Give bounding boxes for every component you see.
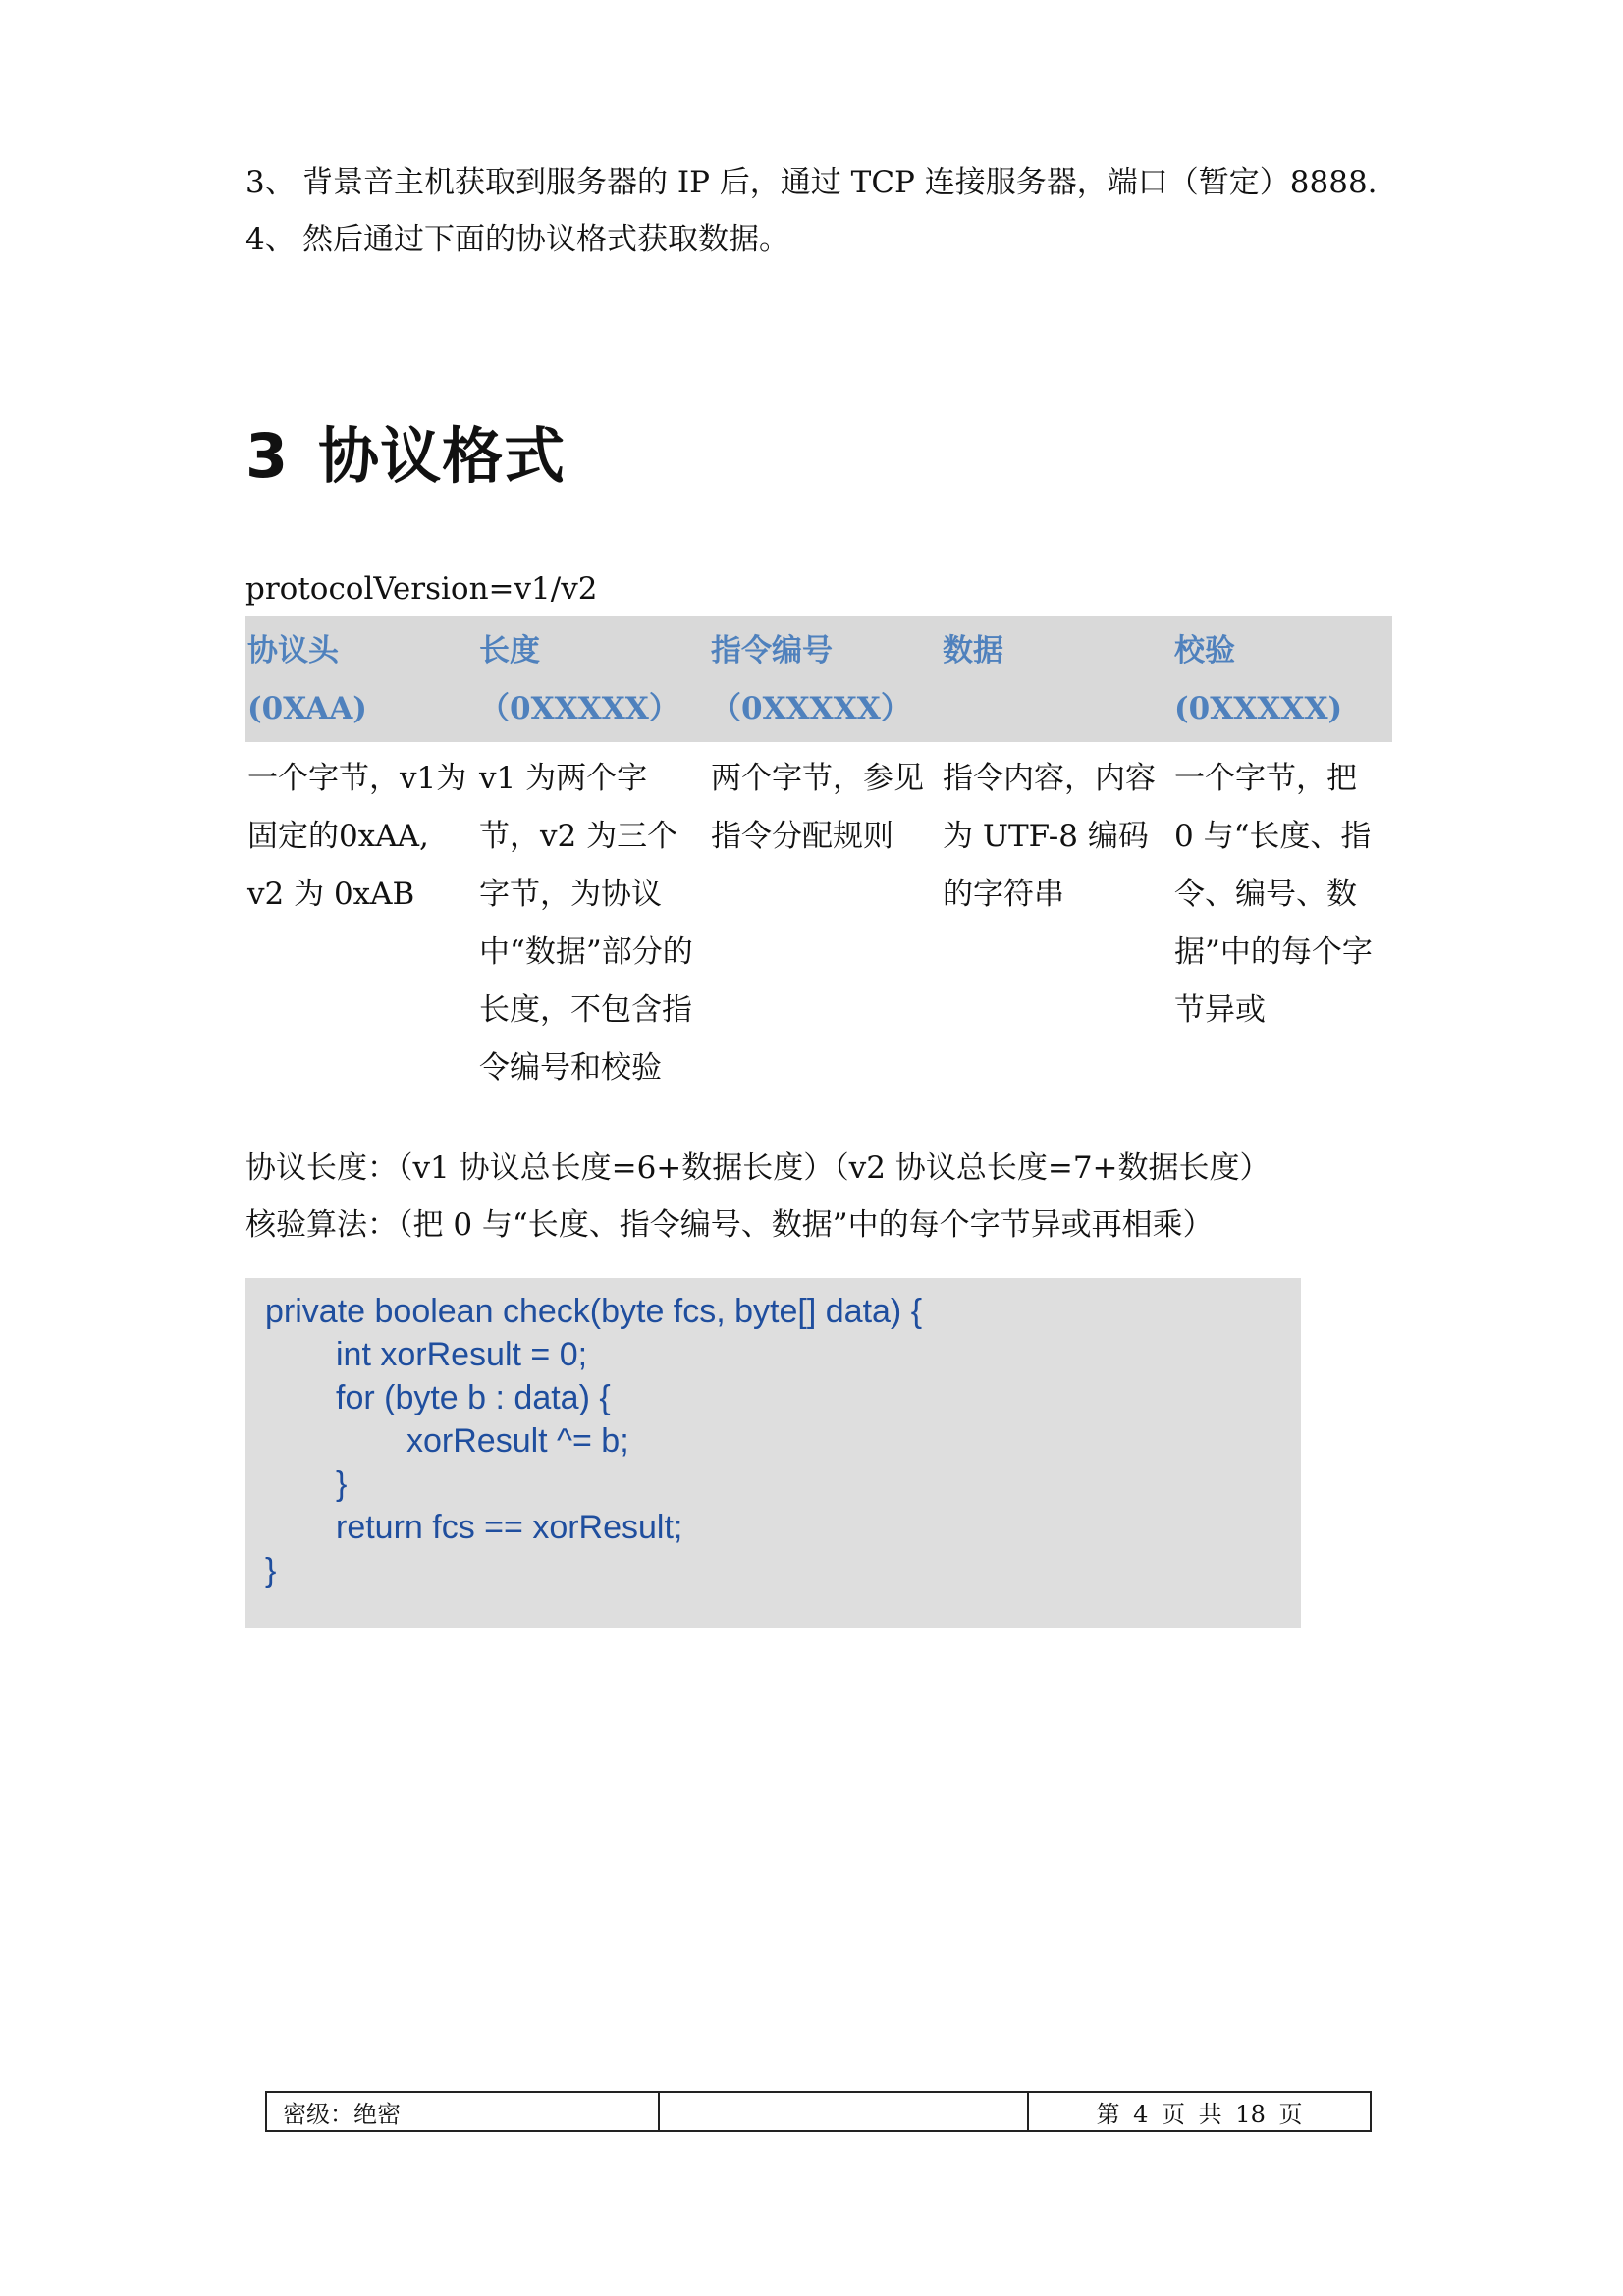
code-block	[245, 1278, 1301, 1628]
cell-command-id-desc: 两个字节，参见指令分配规则	[711, 761, 924, 854]
section-heading	[245, 407, 566, 495]
code-line: }	[265, 1552, 277, 1589]
cell-data-desc: 指令内容，内容为 UTF-8 编码的字符串	[943, 761, 1156, 912]
header-cell-checksum: 校验 (0XXXXX)	[1172, 616, 1392, 742]
code-line: return fcs == xorResult;	[336, 1509, 683, 1546]
code-line: private boolean check(byte fcs, byte[] data) {	[265, 1293, 923, 1330]
table-header-row	[245, 616, 1392, 742]
cell-checksum-desc: 一个字节，把 0 与“长度、指令、编号、数据”中的每个字节异或	[1174, 761, 1373, 1028]
protocol-format-table	[245, 616, 1392, 1097]
step-number: 4、	[245, 222, 296, 257]
cell-protocol-head-desc: 一个字节，v1为固定的0xAA, v2 为 0xAB	[247, 761, 467, 912]
page-footer	[265, 2091, 1372, 2132]
footer-classification: 密级：绝密	[267, 2093, 660, 2130]
code-line: for (byte b : data) {	[336, 1379, 611, 1416]
header-cell-protocol-head: 协议头 (0XAA)	[245, 616, 477, 742]
protocol-version: protocolVersion=v1/v2	[245, 571, 598, 607]
step-number: 3、	[245, 165, 296, 200]
code-line: xorResult ^= b;	[406, 1422, 629, 1460]
footer-middle	[660, 2093, 1029, 2130]
code-line: }	[336, 1466, 348, 1503]
cell-length-desc: v1 为两个字节，v2 为三个字节，为协议中“数据”部分的长度，不包含指令编号和校验	[479, 761, 693, 1086]
step-text: 然后通过下面的协议格式获取数据。	[302, 222, 789, 257]
step-text: 背景音主机获取到服务器的 IP 后，通过 TCP 连接服务器，端口（暂定）8888.	[302, 165, 1378, 200]
header-cell-data: 数据	[941, 616, 1172, 742]
protocol-length-note: 协议长度：（v1 协议总长度=6+数据长度）（v2 协议总长度=7+数据长度）	[245, 1150, 1271, 1186]
table-row	[245, 742, 1392, 1097]
section-number: 3	[245, 420, 290, 492]
step-4	[245, 220, 789, 259]
footer-page-info: 第 4 页 共 18 页	[1096, 2100, 1303, 2128]
section-title: 协议格式	[318, 420, 567, 492]
header-cell-length: 长度 （0XXXXX）	[477, 616, 709, 742]
header-cell-command-id: 指令编号 （0XXXXX）	[709, 616, 941, 742]
step-3	[245, 163, 1378, 202]
code-line: int xorResult = 0;	[336, 1336, 588, 1373]
checksum-algorithm-note: 核验算法：（把 0 与“长度、指令编号、数据”中的每个字节异或再相乘）	[245, 1207, 1214, 1243]
